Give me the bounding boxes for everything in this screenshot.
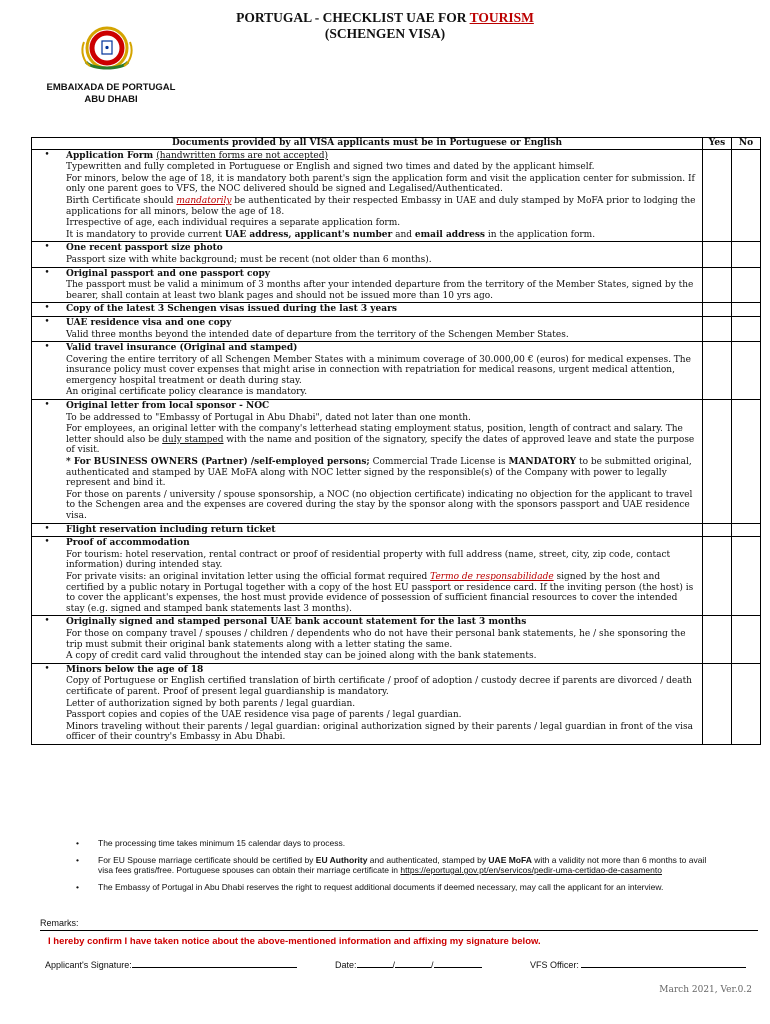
no-checkbox[interactable] (732, 267, 761, 303)
marriage-certificate-link[interactable]: https://eportugal.gov.pt/en/servicos/pedir-uma-certidao-de-casamento (400, 865, 662, 875)
yes-checkbox[interactable] (703, 616, 732, 663)
checklist-row-passport: • Original passport and one passport copy The passport must be valid a minimum of 3 months after your intended departure from the territory of the Member States, signed by the bearer, shall contain at least two blank pages and should not be issued more than 10 yrs ago. (32, 267, 761, 303)
yes-checkbox[interactable] (703, 149, 732, 242)
table-header-row (32, 138, 761, 150)
embassy-name: EMBAIXADA DE PORTUGAL ABU DHABI (46, 82, 176, 105)
no-checkbox[interactable] (732, 523, 761, 537)
checklist-row-schengen-visas: • Copy of the latest 3 Schengen visas issued during the last 3 years (32, 303, 761, 317)
document-title: PORTUGAL - CHECKLIST UAE FOR TOURISM (SCHENGEN VISA) (236, 10, 534, 41)
yes-checkbox[interactable] (703, 400, 732, 524)
no-checkbox[interactable] (732, 616, 761, 663)
yes-checkbox[interactable] (703, 537, 732, 616)
no-checkbox[interactable] (732, 303, 761, 317)
no-column-header: No (732, 138, 761, 150)
yes-checkbox[interactable] (703, 242, 732, 267)
yes-checkbox[interactable] (703, 663, 732, 744)
applicant-signature-field[interactable] (132, 958, 297, 968)
applicant-signature: Applicant's Signature: (45, 958, 297, 970)
yes-checkbox[interactable] (703, 523, 732, 537)
checklist-row-flight: • Flight reservation including return ticket (32, 523, 761, 537)
checklist-row-accommodation: • Proof of accommodation For tourism: hotel reservation, rental contract or proof of residential property with full address (name, street, city, zip code, contact information) during intended stay. For private visits: an original invitation letter using the official format required Termo de responsabilidade signed by the host and certified by a public notary in Portugal together with a copy of the host EU passport or residence card. If the inviting person (the host) is to cover the applicant's expenses, the host must provide evidence of possession of sufficient financial resources to cover the intended stay (e.g. signed and stamped bank statements last 3 months). (32, 537, 761, 616)
checklist-row-residence-visa: • UAE residence visa and one copy Valid three months beyond the intended date of departure from the territory of the Schengen Member States. (32, 316, 761, 341)
date-field: Date: / / (335, 958, 482, 970)
no-checkbox[interactable] (732, 149, 761, 242)
vfs-officer-field[interactable] (581, 958, 746, 968)
note-processing-time: • The processing time takes minimum 15 calendar days to process. (70, 838, 710, 849)
remarks-field[interactable]: Remarks: (40, 918, 758, 931)
note-embassy-rights: • The Embassy of Portugal in Abu Dhabi reserves the right to request additional documents if deemed necessary, may call the applicant for an interview. (70, 882, 710, 893)
no-checkbox[interactable] (732, 663, 761, 744)
vfs-officer-signature: VFS Officer: (530, 958, 746, 970)
checklist-table (31, 137, 761, 745)
yes-checkbox[interactable] (703, 303, 732, 317)
notes-list (70, 838, 710, 898)
checklist-row-insurance: • Valid travel insurance (Original and stamped) Covering the entire territory of all Schengen Member States with a minimum coverage of 30.000,00 € (euros) for medical expenses. The insurance policy must cover expenses that might arise in connection with repatriation for medical reasons, urgent medical attention, emergency hospital treatment or death during stay. An original certificate policy clearance is mandatory. (32, 342, 761, 400)
yes-column-header: Yes (703, 138, 732, 150)
checklist-row-bank-statement: • Originally signed and stamped personal UAE bank account statement for the last 3 months For those on company travel / spouses / children / dependents who do not have their personal bank statements, he / she sponsoring the trip must submit their original bank statements along with a letter stating the same. A copy of credit card valid throughout the intended stay can be joined along with the bank statements. (32, 616, 761, 663)
note-eu-spouse: • For EU Spouse marriage certificate should be certified by EU Authority and authenticated, stamped by UAE MoFA with a validity not more than 6 months to avail visa fees gratis/free. Portuguese spouses can obtain their marriage certificate in https://eportugal.gov.pt/en/servicos/pedir-uma-certidao-de-casamento (70, 855, 710, 876)
table-heading: Documents provided by all VISA applicants must be in Portuguese or English (32, 138, 703, 150)
checklist-row-application-form: • Application Form (handwritten forms are not accepted) Typewritten and fully completed in Portuguese or English and signed two times and dated by the applicant himself. For minors, below the age of 18, it is mandatory both parent's sign the application form and visit the application center for submission. If only one parent goes to VFS, the NOC delivered should be signed and Legalised/Authenticated. Birth Certificate should mandatorily be authenticated by their respected Embassy in UAE and duly stamped by MoFA prior to lodging the applications for all minors, below the age of 18. Irrespective of age, each individual requires a separate application form. It is mandatory to provide current UAE address, applicant's number and email address in the application form. (32, 149, 761, 242)
portugal-coat-of-arms-icon (78, 22, 136, 74)
no-checkbox[interactable] (732, 537, 761, 616)
version-label: March 2021, Ver.0.2 (659, 985, 752, 995)
yes-checkbox[interactable] (703, 316, 732, 341)
yes-checkbox[interactable] (703, 342, 732, 400)
no-checkbox[interactable] (732, 400, 761, 524)
no-checkbox[interactable] (732, 316, 761, 341)
confirmation-statement: I hereby confirm I have taken notice about the above-mentioned information and affixing my signature below. (48, 936, 541, 947)
no-checkbox[interactable] (732, 242, 761, 267)
checklist-row-minors: • Minors below the age of 18 Copy of Portuguese or English certified translation of birth certificate / proof of adoption / custody decree if parents are divorced / death certificate of parent. Proof of present legal guardianship is mandatory. Letter of authorization signed by both parents / legal guardian. Passport copies and copies of the UAE residence visa page of parents / legal guardian. Minors traveling without their parents / legal guardian: original authorization signed by their parents / legal guardian in front of the visa officer of their country's Embassy in Abu Dhabi. (32, 663, 761, 744)
checklist-row-photo: • One recent passport size photo Passport size with white background; must be recent (not older than 6 months). (32, 242, 761, 267)
yes-checkbox[interactable] (703, 267, 732, 303)
no-checkbox[interactable] (732, 342, 761, 400)
checklist-row-sponsor-letter: • Original letter from local sponsor - NOC To be addressed to "Embassy of Portugal in Abu Dhabi", dated not later than one month. For employees, an original letter with the company's letterhead stating employment status, position, length of contract and salary. The letter should also be duly stamped with the name and position of the signatory, specify the dates of approved leave and state the purpose of visit. * For BUSINESS OWNERS (Partner) /self-employed persons; Commercial Trade License is MANDATORY to be submitted original, authenticated and stamped by UAE MoFA along with NOC letter signed by the responsible(s) of the Company with power to legally represent and bind it. For those on parents / university / spouse sponsorship, a NOC (no objection certificate) indicating no objection for the applicant to travel to the Schengen area and the expenses are covered during the stay by the sponsor along with the sponsors passport and UAE residence visa. (32, 400, 761, 524)
title-tourism: TOURISM (469, 10, 534, 25)
